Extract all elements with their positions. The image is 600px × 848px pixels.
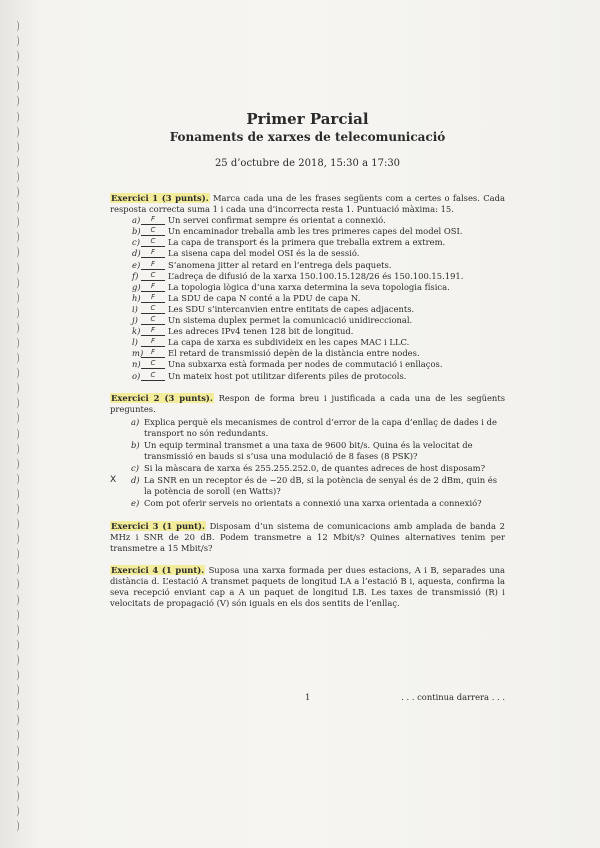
item-label: a) [132,215,141,226]
item-text: Un equip terminal transmet a una taxa de 9600 bit/s. Quina és la velocitat de transmissió en bauds si s’usa una modulació de 8 fases (8 PSK)? [144,439,473,462]
item-label: i) [132,303,138,314]
binding-hole: ⌒ [6,141,20,153]
binding-hole: ⌒ [6,201,20,213]
binding-hole: ⌒ [6,96,20,108]
item-label: g) [132,281,141,292]
binding-hole: ⌒ [6,65,20,77]
item-label: e) [131,498,140,509]
exercise-1-item [110,248,505,259]
binding-hole: ⌒ [6,699,20,711]
item-label: f) [132,270,139,281]
exercise-1-item [110,215,505,226]
binding-hole: ⌒ [6,277,20,289]
item-text: La capa de xarxa es subdivideix en les capes MAC i LLC. [168,337,410,348]
binding-hole: ⌒ [6,669,20,681]
exercise-1-item [110,326,505,337]
exercise-1-statement [110,193,505,215]
exercise-1-item [110,260,505,271]
answer-blank[interactable]: C [141,304,165,314]
answer-blank[interactable]: F [141,348,165,358]
item-label: o) [132,370,141,381]
binding-hole: ⌒ [6,80,20,92]
binding-hole: ⌒ [6,684,20,696]
binding-hole: ⌒ [6,292,20,304]
answer-blank[interactable]: F [141,337,165,347]
exam-date: 25 d’octubre de 2018, 15:30 a 17:30 [214,158,401,169]
binding-hole: ⌒ [6,443,20,455]
item-text: La SNR en un receptor és de −20 dB, si la potència de senyal és de 2 dBm, quin és la potència de soroll (en Watts)? [144,475,498,497]
exercise-1-item [110,359,505,370]
binding-hole: ⌒ [6,216,20,228]
page-number: 1 [305,692,311,702]
binding-hole: ⌒ [6,609,20,621]
answer-blank[interactable]: F [141,248,165,258]
exercise-3-heading: Exercici 3 (1 punt). [111,520,205,531]
answer-blank[interactable]: C [141,237,165,247]
binding-hole: ⌒ [6,246,20,258]
item-label: e) [132,259,141,270]
answer-blank[interactable]: C [141,271,165,281]
item-text: La topologia lògica d’una xarxa determina la seva topologia física. [168,281,450,292]
exercise-3-statement [110,521,505,554]
binding-hole: ⌒ [6,729,20,741]
answer-blank[interactable]: C [141,371,165,381]
binding-hole: ⌒ [6,548,20,560]
item-label: j) [132,315,138,326]
binding-hole: ⌒ [6,262,20,274]
exercise-1-item [110,348,505,359]
item-text: Les adreces IPv4 tenen 128 bit de longitud. [168,326,354,337]
answer-blank[interactable]: F [141,260,165,270]
exercise-2-item [110,475,505,497]
item-label: b) [132,226,141,237]
binding-hole: ⌒ [6,563,20,575]
binding-hole: ⌒ [6,397,20,409]
exercise-1-item [110,226,505,237]
exercise-2-item [110,440,505,462]
exercise-1-intro: Marca cada una de les frases següents com a certes o falses. Cada resposta correcta suma 1 i cada una d’incorrecta resta 1. Puntuació màxima: 15. [110,193,505,215]
binding-hole: ⌒ [6,156,20,168]
binding-hole: ⌒ [6,760,20,772]
item-label: a) [131,416,140,427]
answer-blank[interactable]: F [141,326,165,336]
binding-hole: ⌒ [6,337,20,349]
binding-hole: ⌒ [6,35,20,47]
binding-hole: ⌒ [6,639,20,651]
item-label: n) [132,359,141,370]
exercise-1-item [110,237,505,248]
item-label: l) [132,337,138,348]
binding-hole: ⌒ [6,428,20,440]
binding-hole: ⌒ [6,307,20,319]
exercise-3 [110,521,505,554]
binding-hole: ⌒ [6,473,20,485]
course-title: Fonaments de xarxes de telecomunicació [169,130,446,144]
exercise-1-item [110,371,505,382]
item-text: La SDU de capa N conté a la PDU de capa N. [168,292,361,303]
binding-hole: ⌒ [6,579,20,591]
exercise-4-text: Suposa una xarxa formada per dues estacions, A i B, separades una distància d. L’estació A transmet paquets de longitud LA a l’estació B i, aquesta, confirma la seva recepció enviant cap a A un paquet de longitud LB. Les taxes de transmissió (R) i velocitats de propagació (V) són iguals en els dos sentits de l’enllaç. [110,564,505,609]
exam-content [110,110,505,620]
exercise-1-item [110,304,505,315]
item-text: L’adreça de difusió de la xarxa 150.100.15.128/26 és 150.100.15.191. [168,270,464,281]
binding-hole: ⌒ [6,594,20,606]
item-text: Si la màscara de xarxa és 255.255.252.0, de quantes adreces de host disposam? [144,463,486,474]
continue-note: . . . continua darrera . . . [401,692,505,702]
binding-hole: ⌒ [6,654,20,666]
binding-hole: ⌒ [6,322,20,334]
binding-hole: ⌒ [6,186,20,198]
binding-hole: ⌒ [6,745,20,757]
binding-hole: ⌒ [6,111,20,123]
exercise-1 [110,193,505,382]
exercise-2-item [110,463,505,474]
binding-hole: ⌒ [6,171,20,183]
binding-hole: ⌒ [6,382,20,394]
exercise-4-heading: Exercici 4 (1 punt). [111,564,205,575]
item-label: h) [132,292,141,303]
binding-hole: ⌒ [6,790,20,802]
item-text: Un sistema duplex permet la comunicació unidireccional. [168,315,413,326]
item-label: c) [132,237,140,248]
item-text: La sisena capa del model OSI és la de sessió. [168,248,360,259]
answer-blank[interactable]: C [141,359,165,369]
answer-blank[interactable]: C [141,226,165,236]
exercise-2-item [110,498,505,509]
exercise-1-items [110,215,505,381]
binding-hole: ⌒ [6,488,20,500]
binding-hole: ⌒ [6,624,20,636]
item-text: Un servei confirmat sempre és orientat a connexió. [168,215,386,226]
binding-hole: ⌒ [6,20,20,32]
exercise-1-item [110,282,505,293]
item-label: m) [132,348,144,359]
spiral-binding [4,22,22,837]
exercise-2-item [110,417,505,439]
item-text: El retard de transmissió depèn de la distància entre nodes. [168,348,420,359]
item-text: S’anomena jitter al retard en l’entrega dels paquets. [168,259,392,270]
item-text: Explica perquè els mecanismes de control d’error de la capa d’enllaç de dades i de transport no són redundants. [144,416,497,438]
binding-hole: ⌒ [6,503,20,515]
item-text: Com pot oferir serveis no orientats a connexió una xarxa orientada a connexió? [144,498,482,509]
exercise-1-item [110,293,505,304]
exercise-2-items [110,417,505,510]
binding-hole: ⌒ [6,126,20,138]
exercise-4 [110,565,505,609]
exercise-1-item [110,271,505,282]
exercise-2 [110,393,505,510]
answer-blank[interactable]: F [141,293,165,303]
binding-hole: ⌒ [6,820,20,832]
item-label: b) [131,439,140,450]
binding-hole: ⌒ [6,533,20,545]
binding-hole: ⌒ [6,805,20,817]
binding-hole: ⌒ [6,367,20,379]
exercise-4-statement [110,565,505,609]
answer-blank[interactable]: F [141,215,165,225]
exercise-3-text: Disposam d’un sistema de comunicacions amb amplada de banda 2 MHz i SNR de 20 dB. Podem transmetre a 12 Mbit/s? Quines alternatives tenim per transmetre a 15 Mbit/s? [110,520,505,553]
item-text: Un encaminador treballa amb les tres primeres capes del model OSI. [168,226,463,237]
answer-blank[interactable]: C [141,315,165,325]
item-label: d) [131,475,140,486]
binding-hole: ⌒ [6,775,20,787]
item-label: d) [132,248,141,259]
exercise-2-intro: Respon de forma breu i justificada a cada una de les següents preguntes. [110,392,505,414]
item-label: k) [132,326,141,337]
exercise-1-heading: Exercici 1 (3 punts). [111,193,209,203]
binding-hole: ⌒ [6,352,20,364]
binding-hole: ⌒ [6,518,20,530]
item-text: Un mateix host pot utilitzar diferents piles de protocols. [168,370,407,381]
exercise-2-heading: Exercici 2 (3 punts). [111,392,213,403]
exercise-1-item [110,337,505,348]
binding-hole: ⌒ [6,231,20,243]
binding-hole: ⌒ [6,714,20,726]
exercise-2-statement [110,393,505,415]
page-title: Primer Parcial [246,110,369,128]
item-text: Les SDU s’intercanvien entre entitats de capes adjacents. [168,303,415,314]
item-label: c) [131,463,139,474]
answer-blank[interactable]: F [141,282,165,292]
binding-hole: ⌒ [6,412,20,424]
handwritten-mark: X [110,475,117,486]
binding-hole: ⌒ [6,50,20,62]
item-text: Una subxarxa està formada per nodes de commutació i enllaços. [168,359,443,370]
binding-hole: ⌒ [6,458,20,470]
item-text: La capa de transport és la primera que treballa extrem a extrem. [168,237,446,248]
exercise-1-item [110,315,505,326]
